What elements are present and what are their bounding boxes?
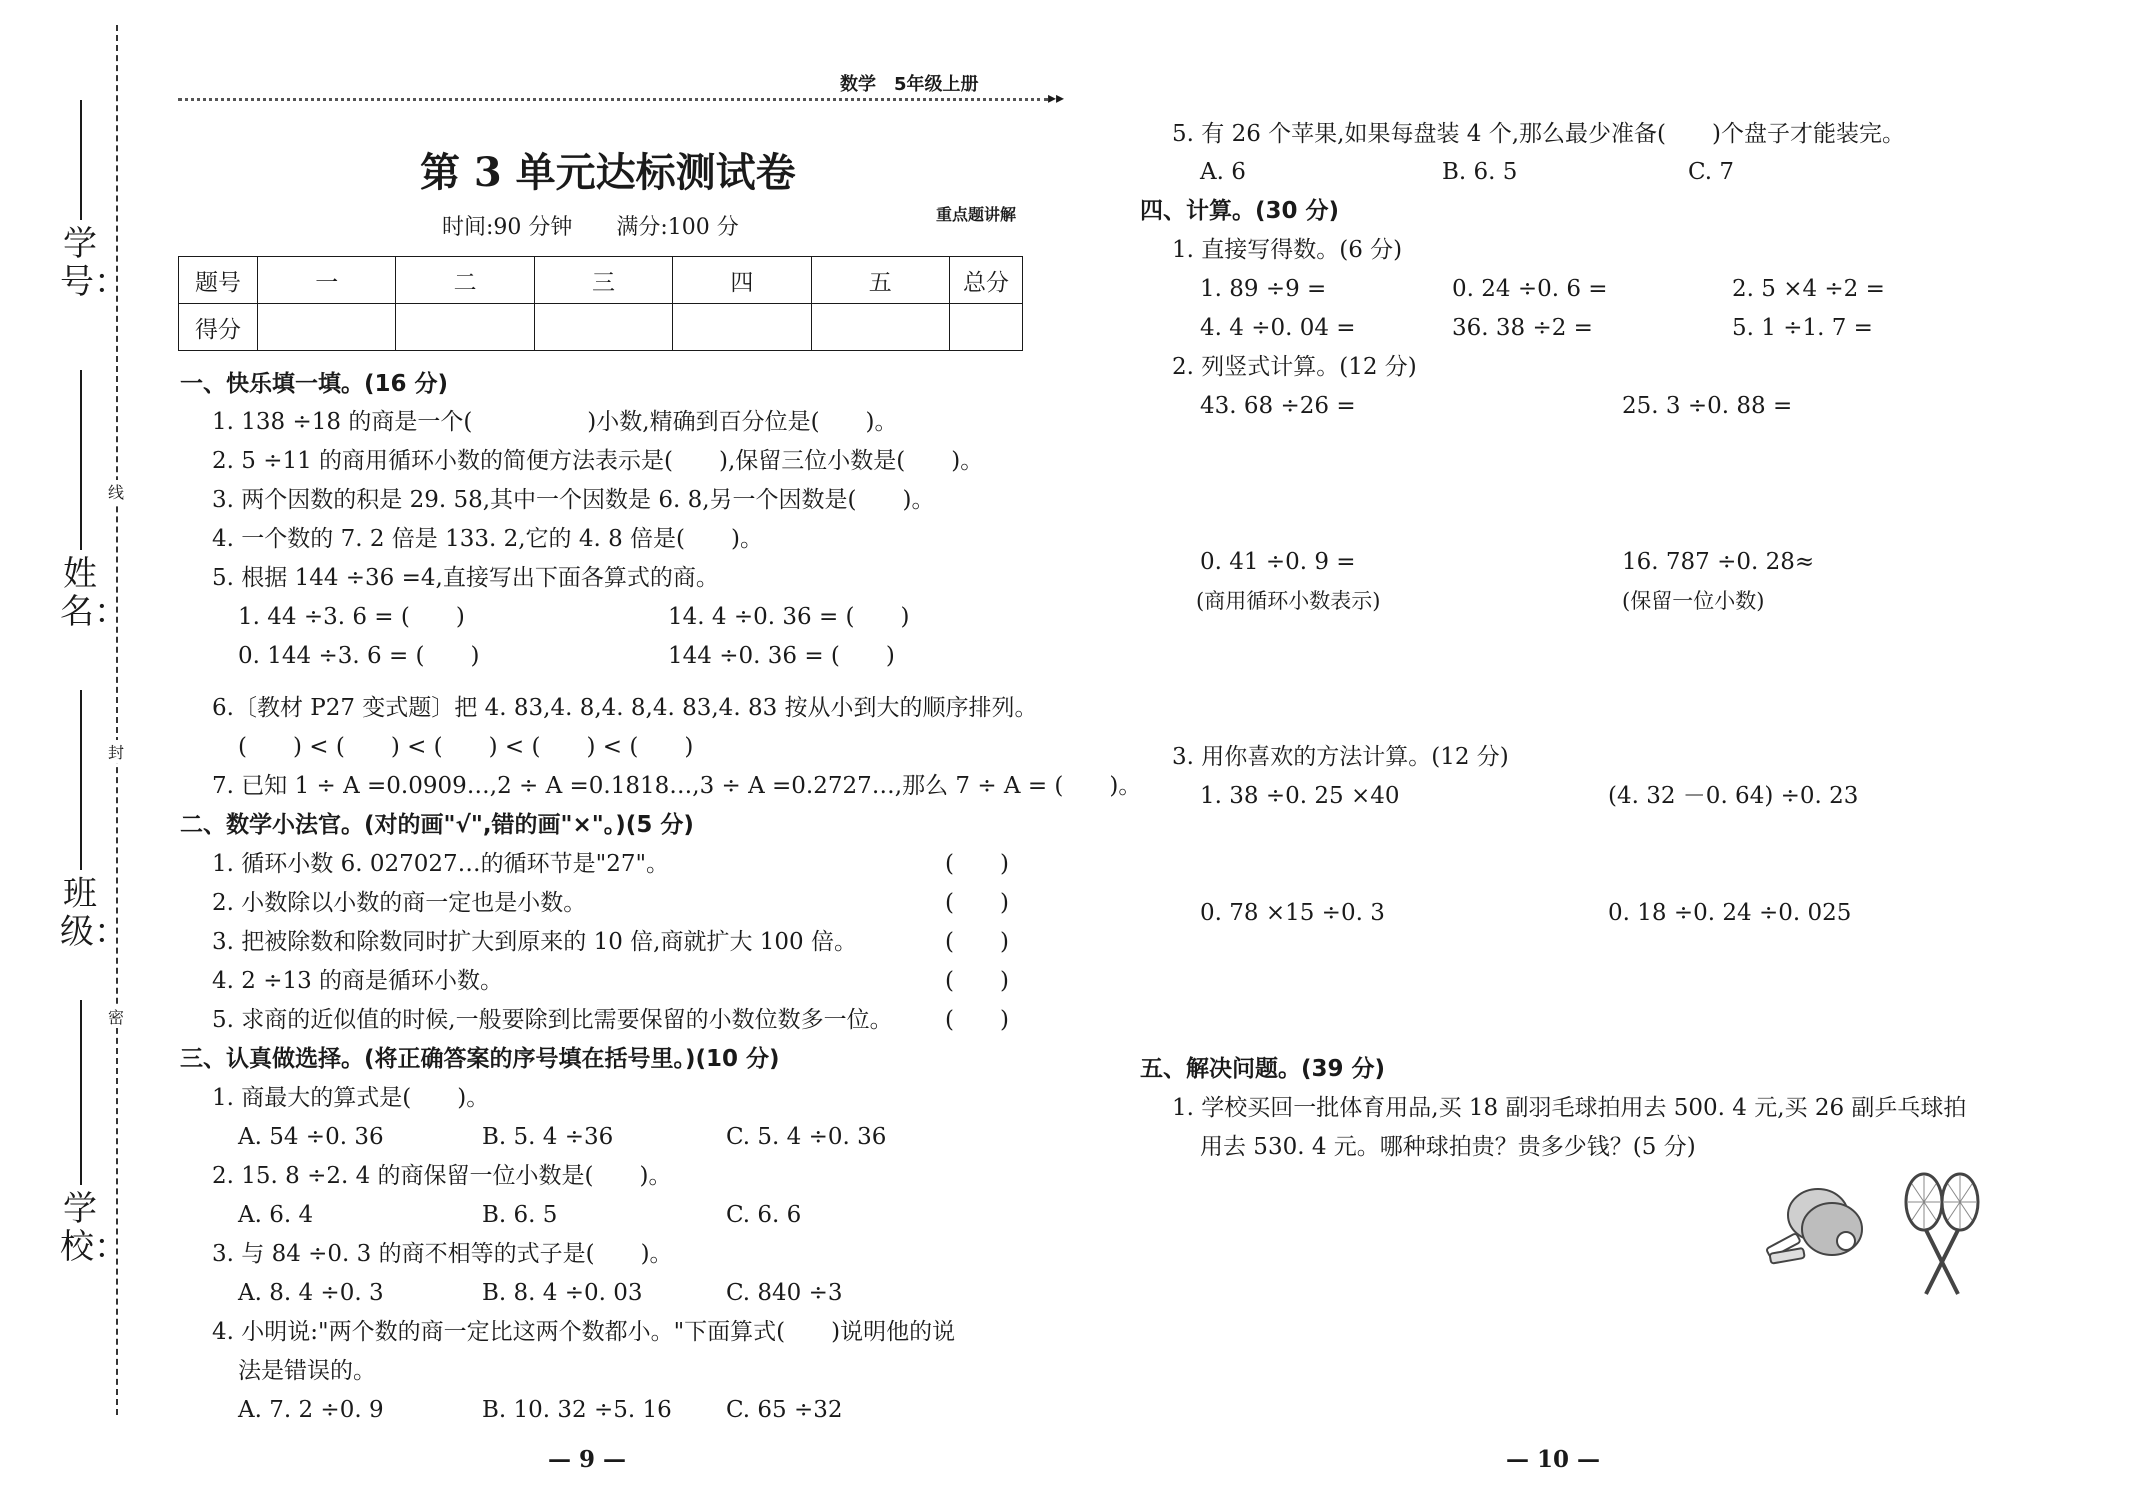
section2-title: 二、数学小法官。(对的画"√",错的画"×"。)(5 分) bbox=[180, 812, 694, 838]
s4-calc: 0. 24 ÷0. 6 = bbox=[1452, 276, 1608, 302]
s2-answer-paren[interactable]: ( ) bbox=[945, 890, 1009, 916]
s3-option: B. 8. 4 ÷0. 03 bbox=[482, 1280, 643, 1306]
score-input-cell[interactable] bbox=[534, 304, 672, 351]
s2-item: 1. 循环小数 6. 027027…的循环节是"27"。 bbox=[212, 851, 670, 877]
s3-q4: 4. 小明说:"两个数的商一定比这两个数都小。"下面算式( )说明他的说 bbox=[212, 1319, 956, 1345]
s1-q4: 4. 一个数的 7. 2 倍是 133. 2,它的 4. 8 倍是( )。 bbox=[212, 526, 764, 552]
s1-q5: 5. 根据 144 ÷36 =4,直接写出下面各算式的商。 bbox=[212, 565, 719, 591]
ping-pong-paddles-icon bbox=[1762, 1185, 1872, 1275]
s2-item: 2. 小数除以小数的商一定也是小数。 bbox=[212, 890, 587, 916]
s3-option: B. 6. 5 bbox=[482, 1202, 558, 1228]
s2-item: 4. 2 ÷13 的商是循环小数。 bbox=[212, 968, 504, 994]
binding-dashed-line bbox=[116, 25, 118, 1415]
book-header: 数学 5年级上册 bbox=[840, 74, 979, 95]
score-input-cell[interactable] bbox=[811, 304, 949, 351]
s4-calc: 36. 38 ÷2 = bbox=[1452, 315, 1593, 341]
s1-q6: 6.〔教材 P27 变式题〕把 4. 83,4. 8,4. 8,4. 83,4. 83 按从小到大的顺序排列。 bbox=[212, 695, 1038, 721]
s1-q5b: 14. 4 ÷0. 36 = ( ) bbox=[668, 604, 910, 630]
s4-note: (保留一位小数) bbox=[1622, 589, 1765, 613]
name-label: 姓名： bbox=[60, 554, 128, 632]
s3-option: C. 6. 6 bbox=[726, 1202, 802, 1228]
s1-q5a: 1. 44 ÷3. 6 = ( ) bbox=[238, 604, 465, 630]
s3-option: C. 65 ÷32 bbox=[726, 1397, 843, 1423]
s2-answer-paren[interactable]: ( ) bbox=[945, 929, 1009, 955]
s3-option: A. 6. 4 bbox=[238, 1202, 314, 1228]
school-label: 学校： bbox=[60, 1189, 128, 1267]
s4-note: (商用循环小数表示) bbox=[1196, 589, 1381, 613]
right-page-number: — 10 — bbox=[1506, 1446, 1601, 1473]
s4-vertical-calc: 25. 3 ÷0. 88 = bbox=[1622, 393, 1793, 419]
s3-option: A. 8. 4 ÷0. 3 bbox=[238, 1280, 384, 1306]
s2-item: 5. 求商的近似值的时候,一般要除到比需要保留的小数位数多一位。 bbox=[212, 1007, 893, 1033]
s5-q1-cont: 用去 530. 4 元。哪种球拍贵？贵多少钱？(5 分) bbox=[1200, 1134, 1696, 1160]
s1-q2: 2. 5 ÷11 的商用循环小数的简便方法表示是( ),保留三位小数是( )。 bbox=[212, 448, 984, 474]
s3-q5: 5. 有 26 个苹果,如果每盘装 4 个,那么最少准备( )个盘子才能装完。 bbox=[1172, 121, 1905, 147]
s4-vertical-calc: 0. 41 ÷0. 9 = bbox=[1200, 549, 1356, 575]
s5-q1: 1. 学校买回一批体育用品,买 18 副羽毛球拍用去 500. 4 元,买 26 副乒乓球拍 bbox=[1172, 1095, 1967, 1121]
seal-line-mark: 线 bbox=[106, 480, 126, 503]
s3-option: C. 5. 4 ÷0. 36 bbox=[726, 1124, 887, 1150]
s3-q1: 1. 商最大的算式是( )。 bbox=[212, 1085, 490, 1111]
name-line[interactable] bbox=[80, 370, 82, 550]
s4-p1: 1. 直接写得数。(6 分) bbox=[1172, 237, 1403, 263]
s3-option: B. 5. 4 ÷36 bbox=[482, 1124, 614, 1150]
s4-calc: 1. 89 ÷9 = bbox=[1200, 276, 1327, 302]
s4-p2: 2. 列竖式计算。(12 分) bbox=[1172, 354, 1417, 380]
s4-p3: 3. 用你喜欢的方法计算。(12 分) bbox=[1172, 744, 1509, 770]
s1-q5d: 144 ÷0. 36 = ( ) bbox=[668, 643, 895, 669]
s1-q1: 1. 138 ÷18 的商是一个( )小数,精确到百分位是( )。 bbox=[212, 409, 898, 435]
table-cell: 四 bbox=[673, 257, 811, 304]
table-cell: 三 bbox=[534, 257, 672, 304]
table-cell: 五 bbox=[811, 257, 949, 304]
s2-answer-paren[interactable]: ( ) bbox=[945, 851, 1009, 877]
student-id-label: 学号： bbox=[60, 224, 128, 302]
s1-q3: 3. 两个因数的积是 29. 58,其中一个因数是 6. 8,另一个因数是( )。 bbox=[212, 487, 935, 513]
left-page-number: — 9 — bbox=[548, 1446, 627, 1473]
s4-free-calc: 1. 38 ÷0. 25 ×40 bbox=[1200, 783, 1400, 809]
s3-q4-cont: 法是错误的。 bbox=[238, 1358, 376, 1384]
time-score: 时间:90 分钟 满分:100 分 bbox=[442, 215, 739, 240]
badminton-rackets-icon bbox=[1900, 1170, 1984, 1300]
s1-q5c: 0. 144 ÷3. 6 = ( ) bbox=[238, 643, 480, 669]
s4-vertical-calc: 43. 68 ÷26 = bbox=[1200, 393, 1356, 419]
s3-q3: 3. 与 84 ÷0. 3 的商不相等的式子是( )。 bbox=[212, 1241, 673, 1267]
class-line[interactable] bbox=[80, 690, 82, 870]
s3-q2: 2. 15. 8 ÷2. 4 的商保留一位小数是( )。 bbox=[212, 1163, 672, 1189]
score-input-cell[interactable] bbox=[396, 304, 534, 351]
s4-calc: 5. 1 ÷1. 7 = bbox=[1732, 315, 1873, 341]
s2-item: 3. 把被除数和除数同时扩大到原来的 10 倍,商就扩大 100 倍。 bbox=[212, 929, 857, 955]
section4-title: 四、计算。(30 分) bbox=[1140, 198, 1340, 224]
s3-option: A. 54 ÷0. 36 bbox=[238, 1124, 384, 1150]
s4-free-calc: 0. 78 ×15 ÷0. 3 bbox=[1200, 900, 1385, 926]
score-input-cell[interactable] bbox=[258, 304, 396, 351]
s3-option: A. 6 bbox=[1200, 159, 1246, 185]
section5-title: 五、解决问题。(39 分) bbox=[1140, 1056, 1386, 1082]
s3-option: C. 840 ÷3 bbox=[726, 1280, 843, 1306]
table-cell: 二 bbox=[396, 257, 534, 304]
table-cell: 题号 bbox=[179, 257, 258, 304]
section3-title: 三、认真做选择。(将正确答案的序号填在括号里。)(10 分) bbox=[180, 1046, 780, 1072]
s3-option: B. 6. 5 bbox=[1442, 159, 1518, 185]
score-input-cell[interactable] bbox=[673, 304, 811, 351]
seal-seal-mark: 封 bbox=[106, 740, 126, 763]
s4-calc: 2. 5 ×4 ÷2 = bbox=[1732, 276, 1885, 302]
table-cell: 得分 bbox=[179, 304, 258, 351]
s4-calc: 4. 4 ÷0. 04 = bbox=[1200, 315, 1356, 341]
s4-free-calc: (4. 32 －0. 64) ÷0. 23 bbox=[1608, 783, 1859, 809]
s3-option: B. 10. 32 ÷5. 16 bbox=[482, 1397, 672, 1423]
score-table bbox=[178, 256, 1023, 351]
table-cell: 一 bbox=[258, 257, 396, 304]
s3-option: A. 7. 2 ÷0. 9 bbox=[238, 1397, 384, 1423]
page-title: 第 3 单元达标测试卷 bbox=[420, 149, 796, 196]
s1-q6-order: ( ) < ( ) < ( ) < ( ) < ( ) bbox=[238, 734, 694, 760]
key-explain-link[interactable]: 重点题讲解 bbox=[936, 205, 1017, 224]
school-line[interactable] bbox=[80, 1000, 82, 1185]
score-table-header-row bbox=[179, 257, 1023, 304]
s2-answer-paren[interactable]: ( ) bbox=[945, 968, 1009, 994]
s3-option: C. 7 bbox=[1688, 159, 1735, 185]
student-id-line[interactable] bbox=[80, 100, 82, 220]
header-dotted-rule bbox=[178, 98, 1048, 101]
score-table-score-row bbox=[179, 304, 1023, 351]
s4-free-calc: 0. 18 ÷0. 24 ÷0. 025 bbox=[1608, 900, 1852, 926]
score-input-cell[interactable] bbox=[950, 304, 1023, 351]
class-label: 班级： bbox=[60, 874, 128, 952]
table-cell: 总分 bbox=[950, 257, 1023, 304]
s2-answer-paren[interactable]: ( ) bbox=[945, 1007, 1009, 1033]
s4-vertical-calc: 16. 787 ÷0. 28≈ bbox=[1622, 549, 1815, 575]
header-arrow-icon: ▸▸ bbox=[1048, 88, 1065, 107]
s1-q7: 7. 已知 1 ÷ A =0.0909…,2 ÷ A =0.1818…,3 ÷ A =0.2727…,那么 7 ÷ A = ( )。 bbox=[212, 773, 1142, 799]
section1-title: 一、快乐填一填。(16 分) bbox=[180, 371, 449, 397]
seal-secret-mark: 密 bbox=[106, 1005, 126, 1028]
